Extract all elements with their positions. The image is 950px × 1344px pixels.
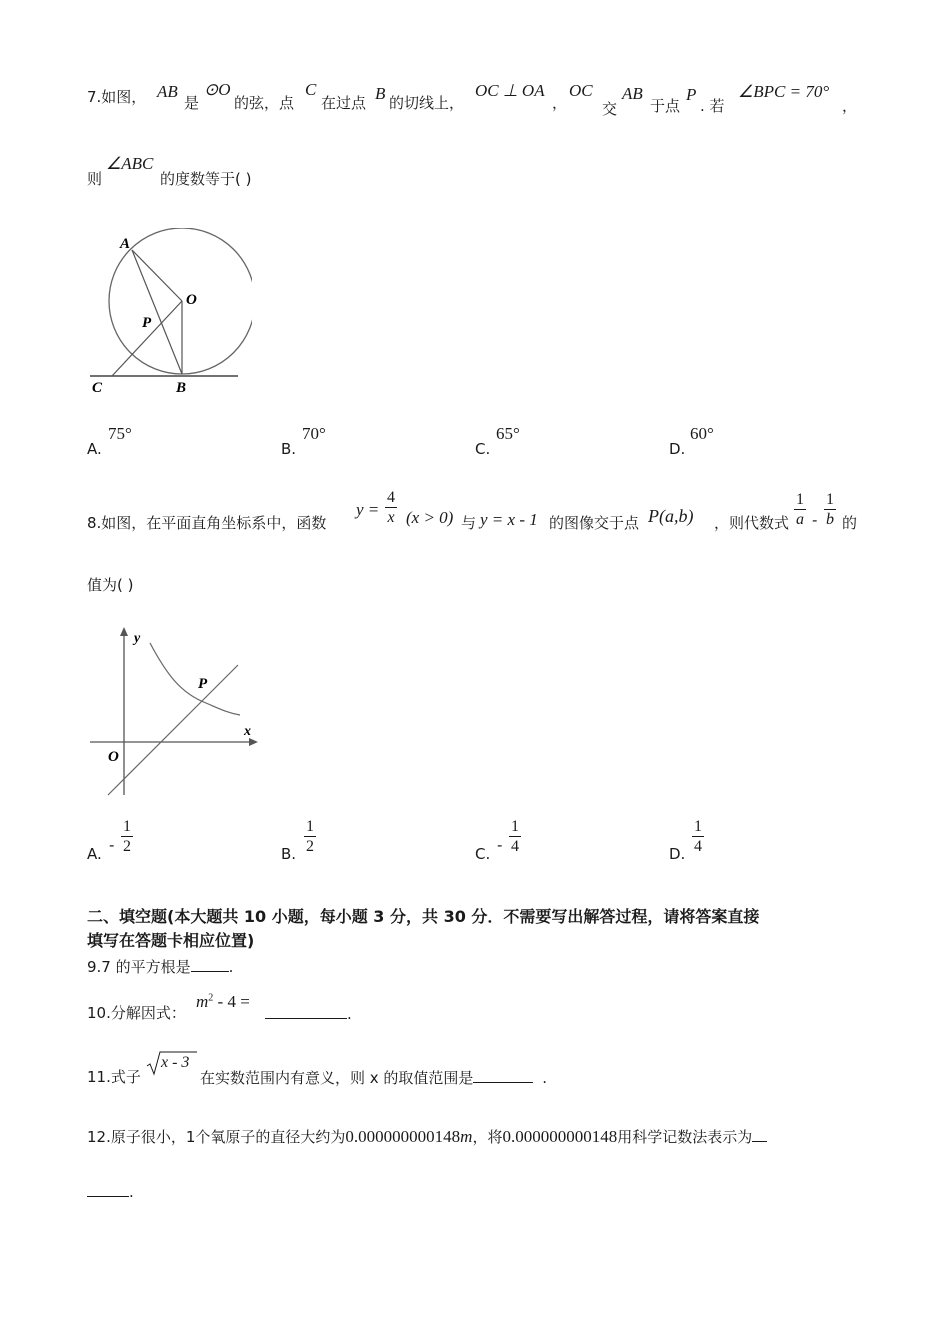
q7-label-C: C: [92, 380, 103, 396]
q7-P: P: [686, 85, 697, 104]
q10-exponent: 2: [208, 992, 214, 1004]
q11-answer-blank[interactable]: [473, 1066, 533, 1083]
q8-y-arrow: [120, 627, 128, 636]
q8-line: [108, 665, 238, 795]
q8-frac-den: x: [387, 509, 395, 526]
q8-rest: 的图像交于点: [549, 514, 640, 532]
q7-circle-O: ⊙O: [204, 80, 231, 99]
q8-label-P: P: [198, 676, 208, 692]
q8-option-letter: D.: [669, 845, 686, 863]
q7-option-letter: B.: [281, 440, 297, 458]
q8-point: P(a,b): [648, 506, 694, 526]
q8-f2-den: b: [826, 511, 834, 528]
q7-B: B: [375, 84, 386, 103]
q8-option-num: 1: [694, 818, 702, 835]
q8-option-num: 1: [511, 818, 519, 835]
q7-C: C: [305, 80, 317, 99]
q8-hyperbola: [150, 643, 240, 715]
q8-option-letter: A.: [87, 845, 102, 863]
q8-option-den: 4: [511, 838, 519, 855]
q8-ze: ，则代数式: [714, 514, 790, 532]
q11-rest: 在实数范围内有意义，则 x 的取值范围是: [200, 1069, 474, 1087]
q8-option-C[interactable]: [475, 817, 595, 867]
q7-label-P: P: [142, 315, 152, 331]
q8-fraction-4-over-x: [385, 488, 397, 527]
q11-end: .: [542, 1069, 547, 1087]
q7-AB2: AB: [622, 84, 643, 103]
q7-segment-AO: [132, 250, 182, 301]
q11-text: 11.式子: [87, 1068, 141, 1086]
q11-radicand: x - 3: [161, 1054, 190, 1071]
q8-option-fraction: [509, 817, 521, 856]
q10-end: .: [347, 1005, 352, 1023]
q7-figure: [82, 228, 252, 403]
q12-val2: 0.000000000148: [502, 1127, 618, 1146]
q12-text2: ，将: [472, 1128, 503, 1146]
q8-line-eq: y = x - 1: [480, 510, 538, 529]
q7-stem-rest: 的度数等于( ): [160, 170, 252, 188]
q7-option-value: 65°: [496, 424, 520, 443]
q7-qiexian: 的切线上，: [389, 94, 465, 112]
q7-label-O: O: [186, 292, 197, 308]
q9-text: 9.7 的平方根是: [87, 958, 191, 976]
q12-text1: 12.原子很小，1个氧原子的直径大约为: [87, 1128, 346, 1146]
q8-stem-start: 8.如图，在平面直角坐标系中，函数: [87, 514, 327, 532]
q7-comma: ，: [552, 94, 568, 112]
q7-yudian: 于点: [650, 97, 681, 115]
q12-answer-blank-part1[interactable]: [752, 1125, 767, 1142]
q7-label-A: A: [120, 236, 131, 252]
q7-option-value: 75°: [108, 424, 132, 443]
q8-option-den: 2: [306, 838, 314, 855]
q8-option-fraction: [121, 817, 133, 856]
q7-de-xian: 的弦，点: [234, 94, 295, 112]
q8-fraction-1-over-b: [824, 490, 836, 529]
q7-angle-BPC: ∠BPC = 70°: [738, 82, 830, 101]
q8-option-letter: B.: [281, 845, 297, 863]
q7-stem-line1: [87, 86, 146, 110]
q12-answer-blank-part2[interactable]: [87, 1180, 129, 1197]
q8-f1-num: 1: [796, 491, 804, 508]
q8-f1-den: a: [796, 511, 804, 528]
q7-jiao: 交: [602, 100, 618, 118]
q8-stem-line2: 值为( ): [87, 576, 134, 594]
q10-answer-blank[interactable]: [265, 1002, 347, 1019]
q8-yu: 与: [461, 514, 477, 532]
q8-frac-num: 4: [387, 489, 395, 506]
q12-line2: [87, 1180, 134, 1201]
q7-chord-AB: [132, 250, 182, 374]
q7-OC-perp-OA: OC ⊥ OA: [475, 81, 545, 100]
q8-option-B[interactable]: [281, 817, 401, 867]
q12-end: .: [129, 1183, 134, 1201]
q10-blank-wrap: [265, 1002, 352, 1023]
q7-shi: 是: [184, 94, 200, 112]
q7-end: ，: [842, 97, 858, 115]
q8-option-fraction: [304, 817, 316, 856]
q7-label-B: B: [176, 380, 187, 396]
q8-figure: [88, 625, 268, 800]
section2-heading-line1: 二、填空题(本大题共 10 小题，每小题 3 分，共 30 分．不需要写出解答过程，请将答案直接: [87, 907, 760, 926]
q11-rest-wrap: [200, 1066, 547, 1088]
q7-option-value: 70°: [302, 424, 326, 443]
q10-expr-rest: - 4 =: [213, 992, 250, 1011]
q12-unit: m: [460, 1127, 473, 1146]
q8-label-O: O: [108, 749, 119, 765]
q7-option-value: 60°: [690, 424, 714, 443]
q9-end: .: [228, 958, 234, 976]
q8-domain: (x > 0): [406, 508, 454, 527]
q7-option-letter: D.: [669, 440, 686, 458]
q8-x-arrow: [249, 738, 258, 746]
q12-val1: 0.000000000148: [345, 1127, 461, 1146]
section2-heading-line2: 填写在答题卡相应位置): [87, 931, 255, 950]
q8-label-y: y: [134, 631, 141, 646]
q7-option-letter: C.: [475, 440, 491, 458]
q8-option-fraction: [692, 817, 704, 856]
q7-OC: OC: [569, 81, 593, 100]
q7-ruo: . 若: [700, 97, 725, 115]
q7-AB: AB: [157, 82, 178, 101]
q8-option-A[interactable]: [87, 817, 207, 867]
q8-option-den: 2: [123, 838, 131, 855]
q10-expression: [196, 992, 250, 1012]
q8-option-sign: -: [109, 836, 115, 854]
q8-option-den: 4: [694, 838, 702, 855]
q7-option-letter: A.: [87, 440, 102, 458]
q7-number: 7.如图，: [87, 88, 147, 106]
q8-option-num: 1: [306, 818, 314, 835]
q8-fraction-1-over-a: [794, 490, 806, 529]
q10-var: m: [196, 992, 209, 1011]
q8-option-num: 1: [123, 818, 131, 835]
q8-y-eq: y =: [356, 500, 380, 519]
q8-label-x: x: [244, 724, 251, 739]
q9: [87, 956, 233, 977]
q7-circle: [109, 228, 252, 374]
q12-text3: 用科学记数法表示为: [617, 1128, 753, 1146]
q8-option-D[interactable]: [669, 817, 789, 867]
q8-option-sign: -: [497, 836, 503, 854]
q9-answer-blank[interactable]: [191, 957, 229, 972]
q8-option-letter: C.: [475, 845, 491, 863]
q7-ze: 则: [87, 170, 103, 188]
q8-f2-num: 1: [826, 491, 834, 508]
q8-minus: -: [812, 511, 818, 529]
q7-zai: 在过点: [321, 94, 367, 112]
q7-angle-ABC: ∠ABC: [106, 154, 154, 173]
q8-de: 的: [842, 514, 858, 532]
q10: [87, 1002, 186, 1023]
q12: [87, 1125, 767, 1147]
q10-text: 10.分解因式：: [87, 1004, 186, 1022]
